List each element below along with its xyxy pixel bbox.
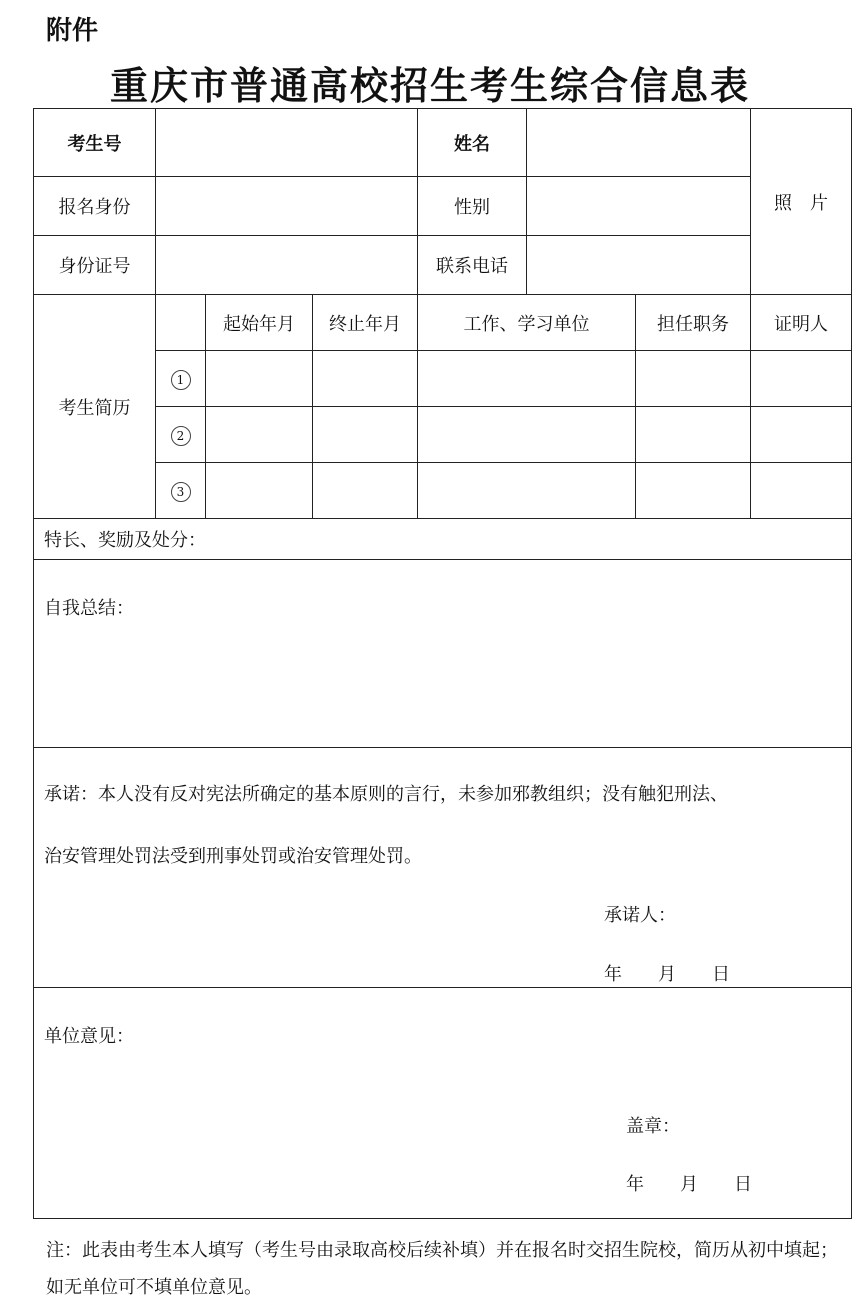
resume-row [34,351,852,407]
resume-cell[interactable] [751,351,852,407]
specialty-label: 特长、奖励及处分： [44,530,206,551]
gender-field[interactable] [527,177,751,236]
resume-cell[interactable] [313,351,418,407]
row-number-badge: 1 [171,370,191,390]
photo-box: 照 片 [751,109,852,295]
unit-opinion-section [34,988,852,1219]
resume-cell[interactable] [636,407,751,463]
seal-label: 盖章： [626,1116,680,1137]
form-title: 重庆市普通高校招生考生综合信息表 [109,64,750,108]
resume-header-witness: 证明人 [751,295,852,351]
resume-cell[interactable] [313,407,418,463]
gender-label: 性别 [418,177,527,236]
pledge-text-line1: 承诺：本人没有反对宪法所确定的基本原则的言行，未参加邪教组织；没有触犯刑法、 [44,784,728,805]
unit-date: 年 月 日 [626,1174,752,1195]
resume-index-header [156,295,206,351]
pledger-signature-label: 承诺人： [604,905,676,926]
exam-no-label: 考生号 [34,109,156,177]
phone-field[interactable] [527,236,751,295]
attachment-label: 附件 [46,16,99,46]
row-number-badge: 2 [171,426,191,446]
id-no-field[interactable] [156,236,418,295]
info-form-table [33,108,852,1219]
resume-header-end: 终止年月 [313,295,418,351]
unit-opinion-label: 单位意见： [44,1026,134,1047]
name-label: 姓名 [418,109,527,177]
resume-header-position: 担任职务 [636,295,751,351]
resume-cell[interactable] [206,407,313,463]
resume-cell[interactable] [636,463,751,519]
summary-section[interactable] [34,560,852,748]
row-number-badge: 3 [171,482,191,502]
resume-cell[interactable] [418,463,636,519]
resume-row [34,407,852,463]
resume-cell[interactable] [418,407,636,463]
resume-row [34,463,852,519]
resume-cell[interactable] [418,351,636,407]
resume-header-start: 起始年月 [206,295,313,351]
footnote: 注：此表由考生本人填写（考生号由录取高校后续补填）并在报名时交招生院校，简历从初中填起；如无单位可不填单位意见。 [46,1240,838,1298]
resume-cell[interactable] [313,463,418,519]
resume-label: 考生简历 [34,295,156,519]
summary-label: 自我总结： [44,598,134,619]
pledge-text-line2: 治安管理处罚法受到刑事处罚或治安管理处罚。 [44,846,422,867]
resume-cell[interactable] [636,351,751,407]
reg-identity-label: 报名身份 [34,177,156,236]
resume-header-unit: 工作、学习单位 [418,295,636,351]
exam-no-field[interactable] [156,109,418,177]
specialty-section[interactable] [34,519,852,560]
resume-cell[interactable] [206,351,313,407]
phone-label: 联系电话 [418,236,527,295]
pledge-date: 年 月 日 [604,964,730,985]
name-field[interactable] [527,109,751,177]
resume-cell[interactable] [751,463,852,519]
resume-cell[interactable] [751,407,852,463]
resume-cell[interactable] [206,463,313,519]
pledge-section [34,748,852,988]
id-no-label: 身份证号 [34,236,156,295]
reg-identity-field[interactable] [156,177,418,236]
